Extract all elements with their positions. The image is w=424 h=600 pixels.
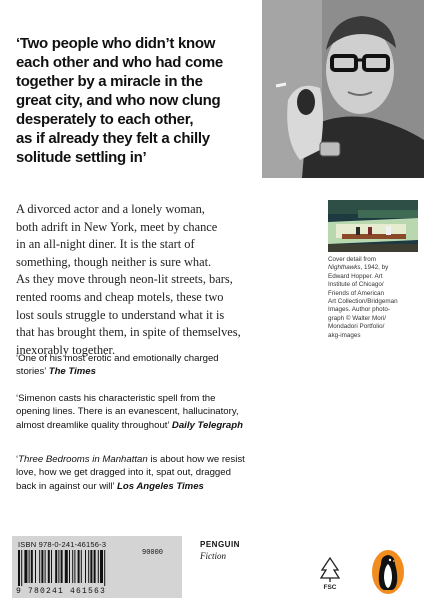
cover-credit	[328, 256, 420, 340]
review-source: The Times	[48, 366, 96, 378]
pull-quote-line: together by a miracle in the	[16, 73, 203, 90]
cover-credit-line: Mondadori Portfolio/	[328, 323, 385, 331]
review-source: Daily Telegraph	[171, 419, 243, 431]
cover-credit-line: Edward Hopper. Art	[328, 272, 383, 280]
barcode-bar	[58, 550, 59, 583]
pull-quote-line: each other and who had come	[16, 54, 223, 71]
review-line: ‘One of his most erotic and emotionally charged	[16, 353, 219, 364]
synopsis-line: rented rooms and cheap motels, these two	[16, 289, 224, 304]
review-line: back in against our will’ Los Angeles Times	[16, 480, 204, 492]
cover-credit-line: Cover detail from	[328, 256, 376, 263]
barcode-bar	[31, 550, 33, 583]
imprint-category: Fiction	[200, 551, 226, 561]
book-title: Three Bedrooms in Manhattan	[18, 454, 148, 465]
pull-quote	[16, 34, 256, 167]
barcode-bar	[74, 550, 75, 583]
price-code: 90000	[142, 549, 164, 557]
barcode-bar	[85, 550, 86, 583]
pull-quote-line: ‘Two people who didn’t know	[16, 35, 216, 52]
review-line: opening lines. There is an evanescent, hallucinatory,	[16, 406, 239, 418]
penguin-icon	[370, 548, 406, 596]
synopsis-line: A divorced actor and a lonely woman,	[16, 202, 205, 216]
barcode-bar	[88, 550, 89, 583]
author-photo-illustration	[262, 0, 424, 178]
cover-credit-line: Nighthawks, 1942, by	[328, 264, 389, 272]
barcode-bar	[41, 550, 43, 583]
review-los-angeles-times	[16, 453, 316, 493]
fsc-label: FSC	[323, 584, 337, 590]
cover-credit-line: akg-images	[328, 331, 361, 339]
barcode-bar	[72, 550, 73, 583]
review-line: almost dreamlike quality throughout’ Daily Telegraph	[16, 419, 243, 431]
pull-quote-line: solitude settling in’	[16, 149, 147, 166]
barcode-bar	[69, 550, 70, 583]
barcode-bar	[90, 550, 92, 583]
synopsis-line: something, though neither is sure what.	[16, 254, 212, 269]
barcode-bar	[55, 550, 57, 583]
synopsis	[16, 201, 316, 359]
review-daily-telegraph	[16, 392, 316, 432]
cover-art-thumbnail	[328, 200, 418, 252]
imprint-name: PENGUIN	[200, 540, 240, 549]
cover-credit-line: Institute of Chicago/	[328, 281, 384, 289]
barcode-bar	[39, 550, 40, 583]
barcode-bar	[94, 550, 96, 583]
barcode-bar	[65, 550, 68, 583]
isbn: ISBN 978-0-241-46156-3	[18, 540, 107, 549]
artwork-title: Nighthawks	[328, 264, 361, 272]
synopsis-line: both adrift in New York, meet by chance	[16, 219, 218, 234]
barcode-bar	[61, 550, 63, 583]
barcode-bar	[21, 550, 22, 586]
pull-quote-line: as if already they felt a chilly	[16, 130, 210, 147]
fsc-tree-icon	[318, 556, 342, 590]
synopsis-line: lost souls struggle to understand what it is	[16, 307, 225, 322]
synopsis-line: in an all-night diner. It is the start of	[16, 237, 195, 252]
cover-credit-line: Art Collection/Bridgeman	[328, 298, 398, 306]
barcode-icon	[16, 550, 136, 586]
barcode-bar	[48, 550, 50, 583]
barcode-bar	[35, 550, 36, 583]
synopsis-line: inexorably together.	[16, 342, 116, 357]
barcode-bar	[24, 550, 27, 583]
pull-quote-line: great city, and who now clung	[16, 92, 221, 109]
review-line: ‘Simenon casts his characteristic spell from the	[16, 393, 216, 404]
barcode-digits: 9 780241 461563	[16, 587, 107, 596]
barcode-bar	[78, 550, 80, 583]
synopsis-line: As they move through neon-lit streets, bars,	[16, 272, 233, 287]
cover-credit-line: Friends of American	[328, 289, 384, 297]
review-source: Los Angeles Times	[116, 480, 204, 492]
review-line: stories’ The Times	[16, 366, 96, 378]
barcode-bar	[98, 550, 99, 583]
barcode-bar	[29, 550, 30, 583]
pull-quote-line: desperately to each other,	[16, 111, 194, 128]
cover-credit-line: Images. Author photo-	[328, 306, 390, 314]
barcode-bar	[104, 550, 105, 586]
synopsis-line: that has brought them, in spite of themselves,	[16, 325, 241, 340]
cover-credit-line: graph © Walter Mori/	[328, 314, 386, 322]
barcode-bar	[51, 550, 52, 583]
barcode-bar	[100, 550, 103, 583]
review-line: love, how we get dragged into it, spat out, dragged	[16, 467, 231, 479]
barcode-bar	[18, 550, 20, 586]
review-times	[16, 352, 316, 379]
cover-art-illustration	[328, 200, 418, 252]
author-photo	[262, 0, 424, 178]
barcode-bar	[45, 550, 46, 583]
review-line: ‘Three Bedrooms in Manhattan is about how we resist	[16, 454, 245, 465]
barcode-bar	[81, 550, 82, 583]
